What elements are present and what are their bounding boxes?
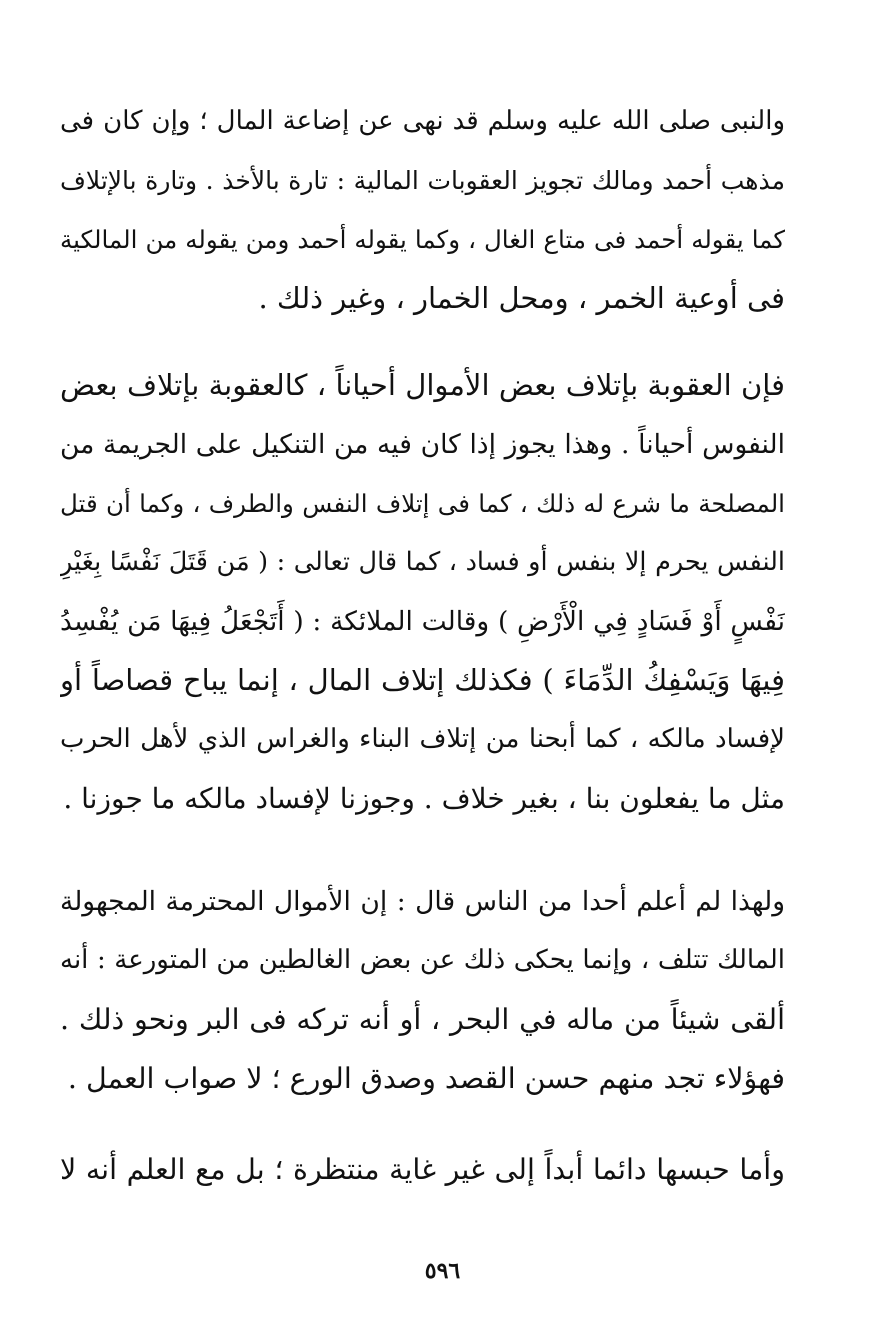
text-line: فهؤلاء تجد منهم حسن القصد وصدق الورع ؛ لا صواب العمل . [67,1062,785,1095]
paragraph-2 [60,356,785,828]
quran-verse-line: نَفْسٍ أَوْ فَسَادٍ فِي الْأَرْضِ ) وقالت الملائكة : ( أَتَجْعَلُ فِيهَا مَن يُفْسِدُ [60,606,785,637]
text-line: والنبى صلى الله عليه وسلم قد نهى عن إضاعة المال ؛ وإن كان فى [60,106,785,136]
text-line: لإفساد مالكه ، كما أبحنا من إتلاف البناء والغراس الذي لأهل الحرب [60,724,785,754]
text-line: ولهذا لم أعلم أحدا من الناس قال : إن الأموال المحترمة المجهولة [60,886,785,917]
text-line: النفوس أحياناً . وهذا يجوز إذا كان فيه من التنكيل على الجريمة من [60,429,785,460]
paragraph-3 [60,872,785,1108]
text-line: النفس يحرم إلا بنفس أو فساد ، كما قال تعالى : ( مَن قَتَلَ نَفْسًا بِغَيْرِ [60,547,785,577]
text-line: ألقى شيئاً من ماله في البحر ، أو أنه تركه فى البر ونحو ذلك . [60,1003,785,1036]
text-line: مثل ما يفعلون بنا ، بغير خلاف . وجوزنا لإفساد مالكه ما جوزنا . [63,782,785,815]
paragraph-1 [60,92,785,328]
page-number: ٥٩٦ [424,1258,461,1284]
text-line: مذهب أحمد ومالك تجويز العقوبات المالية : تارة بالأخذ . وتارة بالإتلاف [60,166,785,195]
text-line: فِيهَا وَيَسْفِكُ الدِّمَاءَ ) فكذلك إتلاف المال ، إنما يباح قصاصاً أو [60,663,785,697]
text-line: فإن العقوبة بإتلاف بعض الأموال أحياناً ، كالعقوبة بإتلاف بعض [60,368,785,402]
text-line: وأما حبسها دائما أبداً إلى غير غاية منتظرة ؛ بل مع العلم أنه لا [60,1153,785,1186]
text-line: المصلحة ما شرع له ذلك ، كما فى إتلاف النفس والطرف ، وكما أن قتل [60,489,785,518]
paragraph-4 [60,1140,785,1199]
text-line: كما يقوله أحمد فى متاع الغال ، وكما يقوله أحمد ومن يقوله من المالكية [60,225,785,254]
text-line: المالك تتلف ، وإنما يحكى ذلك عن بعض الغالطين من المتورعة : أنه [60,945,785,975]
text-line: فى أوعية الخمر ، ومحل الخمار ، وغير ذلك . [258,281,785,315]
